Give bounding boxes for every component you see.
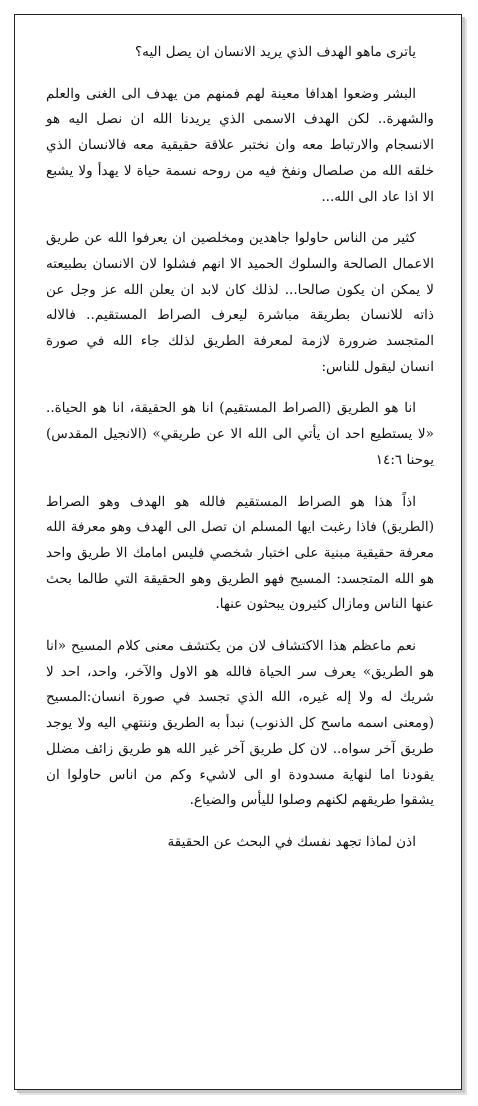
paragraph-3: كثير من الناس حاولوا جاهدين ومخلصين ان يعرفوا الله عن طريق الاعمال الصالحة والسلوك الحميد الا انهم فشلوا لان الانسان بطبيعته لا يمكن ان يكون صالحا... لذلك كان لابد ان يعلن الله عز وجل عن ذاته للانسان بطريقة مباشرة ليعرف الصراط المستقيم.. فالاله المتجسد ضرورة لازمة لمعرفة الطريق لذلك جاء الله في صورة انسان ليقول للناس: [46, 230, 434, 375]
paragraph-7: اذن لماذا تجهد نفسك في البحث عن الحقيقة [167, 833, 416, 850]
paragraph-1: ياترى ماهو الهدف الذي يريد الانسان ان يصل اليه؟ [134, 44, 416, 60]
paragraph-5: اذاً هذا هو الصراط المستقيم فالله هو الهدف وهو الصراط (الطريق) فاذا رغبت ايها المسلم ان تصل الى الهدف وهو معرفة الله معرفة حقيقية مبنية على اختبار شخصي فليس امامك الا طريق واحد هو الله المتجسد: المسيح فهو الطريق وهو الحقيقة التي طالما بحث عنها الناس ومازال كثيرون يبحثون عنها. [46, 493, 434, 613]
paragraph-4: انا هو الطريق (الصراط المستقيم) انا هو الحقيقة، انا هو الحياة.. «لا يستطيع احد ان يأتي الى الله الا عن طريقي» (الانجيل المقدس) يوحنا ١٤:٦ [46, 400, 434, 468]
paragraph-2: البشر وضعوا اهدافا معينة لهم فمنهم من يهدف الى الغنى والعلم والشهرة.. لكن الهدف الاسمى الذي يريدنا الله ان نصل اليه هو الانسجام والارتباط معه وان نختبر علاقة حقيقية معه فالانسان الذي خلقه الله من صلصال ونفخ فيه من روحه نسمة حياة لا يهدأ ولا يشبع الا اذا عاد الى الله... [46, 85, 434, 205]
article-text [46, 40, 434, 872]
paragraph-6: نعم ماعظم هذا الاكتشاف لان من يكتشف معنى كلام المسيح «انا هو الطريق» يعرف سر الحياة فالله هو الاول والآخر، واحد، احد لا شريك له ولا إله غيره، الله الذي تجسد في صورة انسان:المسيح (ومعنى اسمه ماسح كل الذنوب) نبدأ به الطريق وننتهي اليه ولا يوجد طريق آخر سواه.. لان كل طريق آخر غير الله هو طريق زائف مضلل يقودنا اما لنهاية مسدودة او الى لاشيء وكم من اناس حاولوا ان يشقوا طريقهم لكنهم وصلوا لليأس والضياع. [46, 638, 434, 809]
